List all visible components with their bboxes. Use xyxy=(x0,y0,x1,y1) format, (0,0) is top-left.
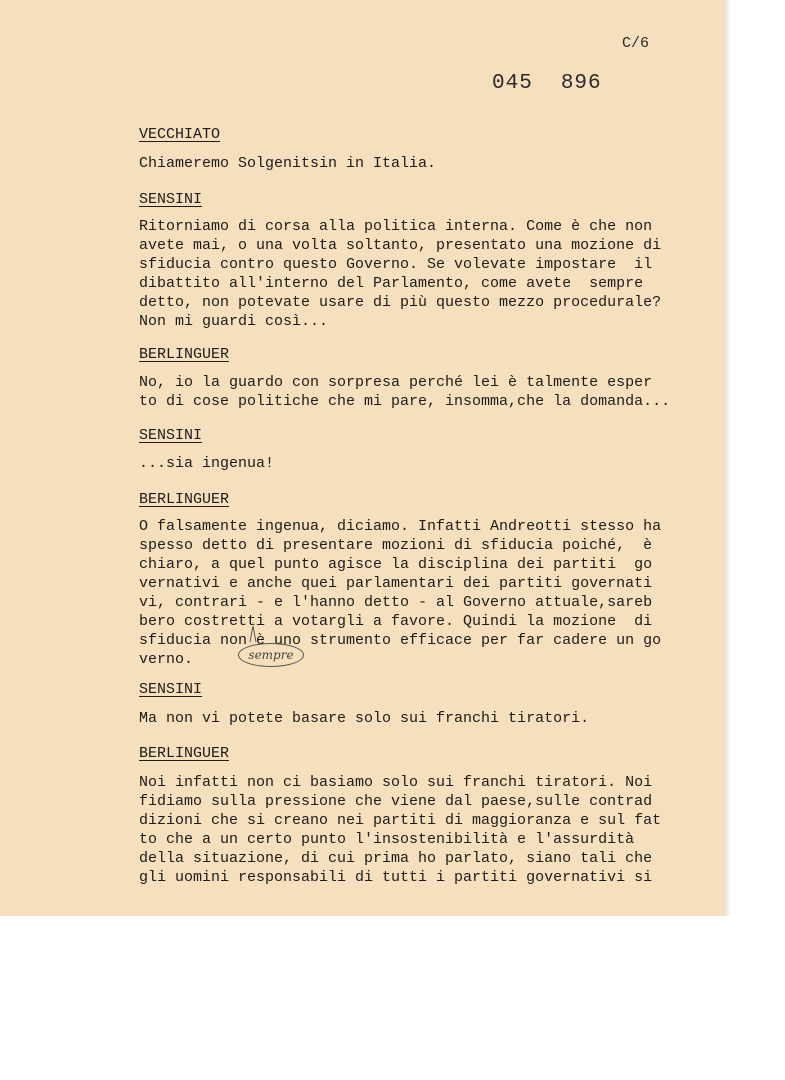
text-line: spesso detto di presentare mozioni di sfiducia poiché, è xyxy=(139,537,653,554)
speaker-label: SENSINI xyxy=(139,427,203,444)
text-line: No, io la guardo con sorpresa perché lei è talmente esper xyxy=(139,374,653,391)
document-number-part-a: 045 xyxy=(492,72,533,95)
text-line: verno. xyxy=(139,651,194,668)
text-line: ...sia ingenua! xyxy=(139,455,275,472)
text-line: dibattito all'interno del Parlamento, come avete sempre xyxy=(139,275,644,292)
text-line: sfiducia contro questo Governo. Se volevate impostare il xyxy=(139,256,653,273)
text-line: detto, non potevate usare di più questo mezzo procedurale? xyxy=(139,294,662,311)
text-line: chiaro, a quel punto agisce la disciplina dei partiti go xyxy=(139,556,653,573)
text-line: to che a un certo punto l'insostenibilità e l'assurdità xyxy=(139,831,635,848)
speech-paragraph xyxy=(139,709,669,728)
text-line: sfiducia non è uno strumento efficace per far cadere un go xyxy=(139,632,662,649)
document-number-part-b: 896 xyxy=(560,72,602,95)
speech-paragraph xyxy=(139,217,669,331)
document-number xyxy=(492,72,602,95)
text-line: fidiamo sulla pressione che viene dal paese,sulle contrad xyxy=(139,793,653,810)
speaker-label: VECCHIATO xyxy=(139,126,221,143)
speech-paragraph xyxy=(139,773,669,887)
text-line: gli uomini responsabili di tutti i partiti governativi si xyxy=(139,869,653,886)
text-line: della situazione, di cui prima ho parlato, siano tali che xyxy=(139,850,653,867)
text-line: avete mai, o una volta soltanto, presentato una mozione di xyxy=(139,237,662,254)
text-line: bero costretti a votargli a favore. Quindi la mozione di xyxy=(139,613,653,630)
text-line: to di cose politiche che mi pare, insomma,che la domanda... xyxy=(139,393,671,410)
text-line: vernativi e anche quei parlamentari dei partiti governati xyxy=(139,575,653,592)
speaker-label: SENSINI xyxy=(139,191,203,208)
speaker-label: BERLINGUER xyxy=(139,491,230,508)
scan-edge xyxy=(725,0,731,916)
speech-paragraph xyxy=(139,454,669,473)
speaker-label: BERLINGUER xyxy=(139,346,230,363)
speech-paragraph xyxy=(139,154,669,173)
text-line: Chiameremo Solgenitsin in Italia. xyxy=(139,155,437,172)
insertion-caret-mark xyxy=(248,622,258,644)
text-line: O falsamente ingenua, diciamo. Infatti Andreotti stesso ha xyxy=(139,518,662,535)
text-line: Noi infatti non ci basiamo solo sui franchi tiratori. Noi xyxy=(139,774,653,791)
speaker-label: BERLINGUER xyxy=(139,745,230,762)
speech-paragraph xyxy=(139,517,669,669)
text-line: vi, contrari - e l'hanno detto - al Governo attuale,sareb xyxy=(139,594,653,611)
page-reference: C/6 xyxy=(622,35,650,52)
text-line: Ritorniamo di corsa alla politica interna. Come è che non xyxy=(139,218,653,235)
handwritten-annotation: sempre xyxy=(238,643,304,667)
text-line: dizioni che si creano nei partiti di maggioranza e sul fat xyxy=(139,812,662,829)
text-line: Ma non vi potete basare solo sui franchi tiratori. xyxy=(139,710,590,727)
speaker-label: SENSINI xyxy=(139,681,203,698)
text-line: Non mi guardi così... xyxy=(139,313,329,330)
speech-paragraph xyxy=(139,373,669,411)
